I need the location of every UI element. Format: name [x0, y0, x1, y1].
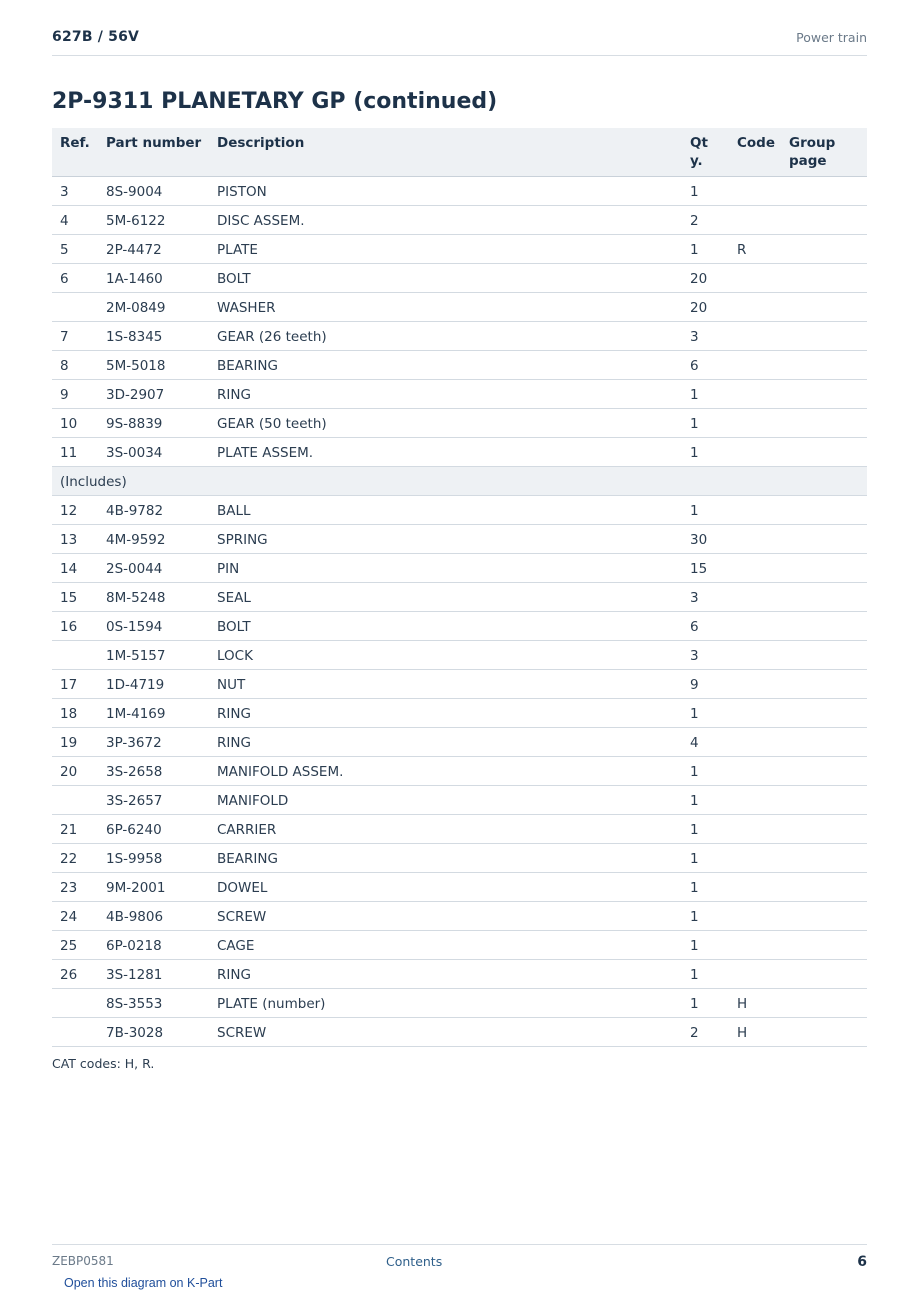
qty-cell: 1 — [690, 793, 699, 809]
page-footer — [52, 1244, 867, 1270]
qty-cell: 1 — [690, 938, 699, 954]
ref-cell: 13 — [60, 532, 78, 548]
qty-cell: 2 — [690, 213, 699, 229]
part-number-cell: 1D-4719 — [106, 677, 165, 693]
table-row — [52, 177, 867, 206]
table-row — [52, 641, 867, 670]
page-title — [52, 89, 497, 114]
qty-cell: 1 — [690, 416, 699, 432]
parts-table — [52, 128, 867, 1047]
description-cell: MANIFOLD — [217, 793, 289, 809]
ref-cell: 6 — [60, 271, 69, 287]
ref-cell: 26 — [60, 967, 78, 983]
ref-cell: 10 — [60, 416, 78, 432]
qty-cell: 1 — [690, 387, 699, 403]
table-body — [52, 177, 867, 1047]
part-number-cell: 9M-2001 — [106, 880, 166, 896]
qty-cell: 1 — [690, 909, 699, 925]
table-row — [52, 496, 867, 525]
table-row — [52, 960, 867, 989]
table-row — [52, 844, 867, 873]
qty-cell: 1 — [690, 242, 699, 258]
qty-cell: 1 — [690, 503, 699, 519]
ref-cell: 3 — [60, 184, 69, 200]
description-cell: BEARING — [217, 358, 278, 374]
ref-cell: 21 — [60, 822, 78, 838]
ref-cell: 16 — [60, 619, 78, 635]
description-cell: NUT — [217, 677, 246, 693]
description-cell: WASHER — [217, 300, 276, 316]
table-row — [52, 525, 867, 554]
description-cell: RING — [217, 706, 251, 722]
part-number-cell: 8S-3553 — [106, 996, 163, 1012]
table-row — [52, 902, 867, 931]
qty-cell: 3 — [690, 590, 699, 606]
part-number-cell: 3D-2907 — [106, 387, 165, 403]
ref-cell: 4 — [60, 213, 69, 229]
description-cell: GEAR (26 teeth) — [217, 329, 327, 345]
description-cell: PIN — [217, 561, 240, 577]
part-number-cell: 3S-1281 — [106, 967, 163, 983]
open-kpart-link[interactable]: Open this diagram on K-Part — [64, 1276, 223, 1290]
qty-cell: 1 — [690, 880, 699, 896]
ref-cell: 9 — [60, 387, 69, 403]
part-number-cell: 8S-9004 — [106, 184, 163, 200]
table-row — [52, 786, 867, 815]
table-row — [52, 293, 867, 322]
table-row — [52, 873, 867, 902]
description-cell: SEAL — [217, 590, 251, 606]
table-row — [52, 757, 867, 786]
part-number-cell: 1S-8345 — [106, 329, 163, 345]
table-row — [52, 728, 867, 757]
qty-cell: 6 — [690, 358, 699, 374]
part-number-cell: 4B-9806 — [106, 909, 164, 925]
part-number-cell: 7B-3028 — [106, 1025, 164, 1041]
code-cell: H — [737, 996, 748, 1012]
qty-cell: 2 — [690, 1025, 699, 1041]
document-id: ZEBP0581 — [52, 1254, 114, 1268]
table-row — [52, 931, 867, 960]
table-row — [52, 612, 867, 641]
part-number-cell: 1M-4169 — [106, 706, 166, 722]
ref-cell: 8 — [60, 358, 69, 374]
qty-cell: 15 — [690, 561, 708, 577]
qty-cell: 3 — [690, 648, 699, 664]
ref-cell: 7 — [60, 329, 69, 345]
assembly-part-number: 2P-9311 PLANETARY GP — [52, 89, 346, 114]
qty-cell: 1 — [690, 996, 699, 1012]
qty-cell: 20 — [690, 300, 708, 316]
part-number-cell: 1S-9958 — [106, 851, 163, 867]
col-header-description: Description — [217, 135, 305, 151]
col-header-code: Code — [737, 135, 776, 151]
table-row — [52, 235, 867, 264]
page-number: 6 — [857, 1254, 867, 1270]
part-number-cell: 4B-9782 — [106, 503, 164, 519]
table-row — [52, 264, 867, 293]
part-number-cell: 3P-3672 — [106, 735, 162, 751]
col-header-qty: Qty. — [690, 135, 708, 169]
part-number-cell: 3S-2658 — [106, 764, 163, 780]
description-cell: PLATE ASSEM. — [217, 445, 314, 461]
part-number-cell: 3S-0034 — [106, 445, 163, 461]
part-number-cell: 1M-5157 — [106, 648, 166, 664]
description-cell: BOLT — [217, 271, 251, 287]
code-cell: H — [737, 1025, 748, 1041]
qty-cell: 1 — [690, 764, 699, 780]
qty-cell: 3 — [690, 329, 699, 345]
ref-cell: 23 — [60, 880, 78, 896]
page-header — [52, 29, 867, 56]
table-row — [52, 409, 867, 438]
table-row — [52, 989, 867, 1018]
qty-cell: 20 — [690, 271, 708, 287]
ref-cell: 5 — [60, 242, 69, 258]
part-number-cell: 5M-6122 — [106, 213, 166, 229]
part-number-cell: 3S-2657 — [106, 793, 163, 809]
title-suffix: (continued) — [353, 89, 498, 114]
description-cell: SCREW — [217, 909, 267, 925]
qty-cell: 1 — [690, 822, 699, 838]
description-cell: SPRING — [217, 532, 268, 548]
part-number-cell: 6P-6240 — [106, 822, 162, 838]
ref-cell: 22 — [60, 851, 78, 867]
qty-cell: 1 — [690, 967, 699, 983]
part-number-cell: 2S-0044 — [106, 561, 163, 577]
ref-cell: 19 — [60, 735, 78, 751]
ref-cell: 12 — [60, 503, 78, 519]
part-number-cell: 5M-5018 — [106, 358, 166, 374]
part-number-cell: 0S-1594 — [106, 619, 163, 635]
table-row — [52, 206, 867, 235]
part-number-cell: 1A-1460 — [106, 271, 163, 287]
description-cell: BEARING — [217, 851, 278, 867]
table-row — [52, 699, 867, 728]
description-cell: CARRIER — [217, 822, 277, 838]
group-row — [52, 467, 867, 496]
ref-cell: 15 — [60, 590, 78, 606]
description-cell: GEAR (50 teeth) — [217, 416, 327, 432]
description-cell: RING — [217, 735, 251, 751]
part-number-cell: 6P-0218 — [106, 938, 162, 954]
description-cell: MANIFOLD ASSEM. — [217, 764, 344, 780]
table-row — [52, 380, 867, 409]
table-row — [52, 583, 867, 612]
table-row — [52, 438, 867, 467]
table-row — [52, 815, 867, 844]
description-cell: BALL — [217, 503, 251, 519]
part-number-cell: 4M-9592 — [106, 532, 166, 548]
description-cell: PLATE — [217, 242, 258, 258]
description-cell: BOLT — [217, 619, 251, 635]
part-number-cell: 2M-0849 — [106, 300, 166, 316]
part-number-cell: 9S-8839 — [106, 416, 163, 432]
ref-cell: 17 — [60, 677, 78, 693]
table-row — [52, 1018, 867, 1047]
ref-cell: 18 — [60, 706, 78, 722]
contents-link[interactable]: Contents — [386, 1254, 443, 1269]
description-cell: SCREW — [217, 1025, 267, 1041]
group-label: (Includes) — [60, 474, 127, 490]
ref-cell: 25 — [60, 938, 78, 954]
ref-cell: 14 — [60, 561, 78, 577]
table-row — [52, 322, 867, 351]
description-cell: RING — [217, 387, 251, 403]
qty-cell: 4 — [690, 735, 699, 751]
qty-cell: 1 — [690, 184, 699, 200]
qty-cell: 6 — [690, 619, 699, 635]
col-header-part-number: Part number — [106, 135, 202, 151]
col-header-ref: Ref. — [60, 135, 90, 151]
table-header — [52, 128, 867, 177]
qty-cell: 1 — [690, 445, 699, 461]
table-row — [52, 670, 867, 699]
description-cell: PISTON — [217, 184, 267, 200]
description-cell: RING — [217, 967, 251, 983]
description-cell: CAGE — [217, 938, 255, 954]
ref-cell: 11 — [60, 445, 78, 461]
qty-cell: 30 — [690, 532, 708, 548]
section-label: Power train — [796, 30, 867, 45]
table-row — [52, 351, 867, 380]
part-number-cell: 8M-5248 — [106, 590, 166, 606]
model-label: 627B / 56V — [52, 29, 140, 45]
description-cell: DOWEL — [217, 880, 268, 896]
code-cell: R — [737, 242, 747, 258]
cat-codes-note: CAT codes: H, R. — [52, 1056, 155, 1071]
qty-cell: 1 — [690, 706, 699, 722]
description-cell: LOCK — [217, 648, 253, 664]
description-cell: PLATE (number) — [217, 996, 326, 1012]
qty-cell: 9 — [690, 677, 699, 693]
part-number-cell: 2P-4472 — [106, 242, 162, 258]
ref-cell: 20 — [60, 764, 78, 780]
table-row — [52, 554, 867, 583]
col-header-group-page: Group page — [789, 135, 836, 169]
ref-cell: 24 — [60, 909, 78, 925]
description-cell: DISC ASSEM. — [217, 213, 305, 229]
qty-cell: 1 — [690, 851, 699, 867]
